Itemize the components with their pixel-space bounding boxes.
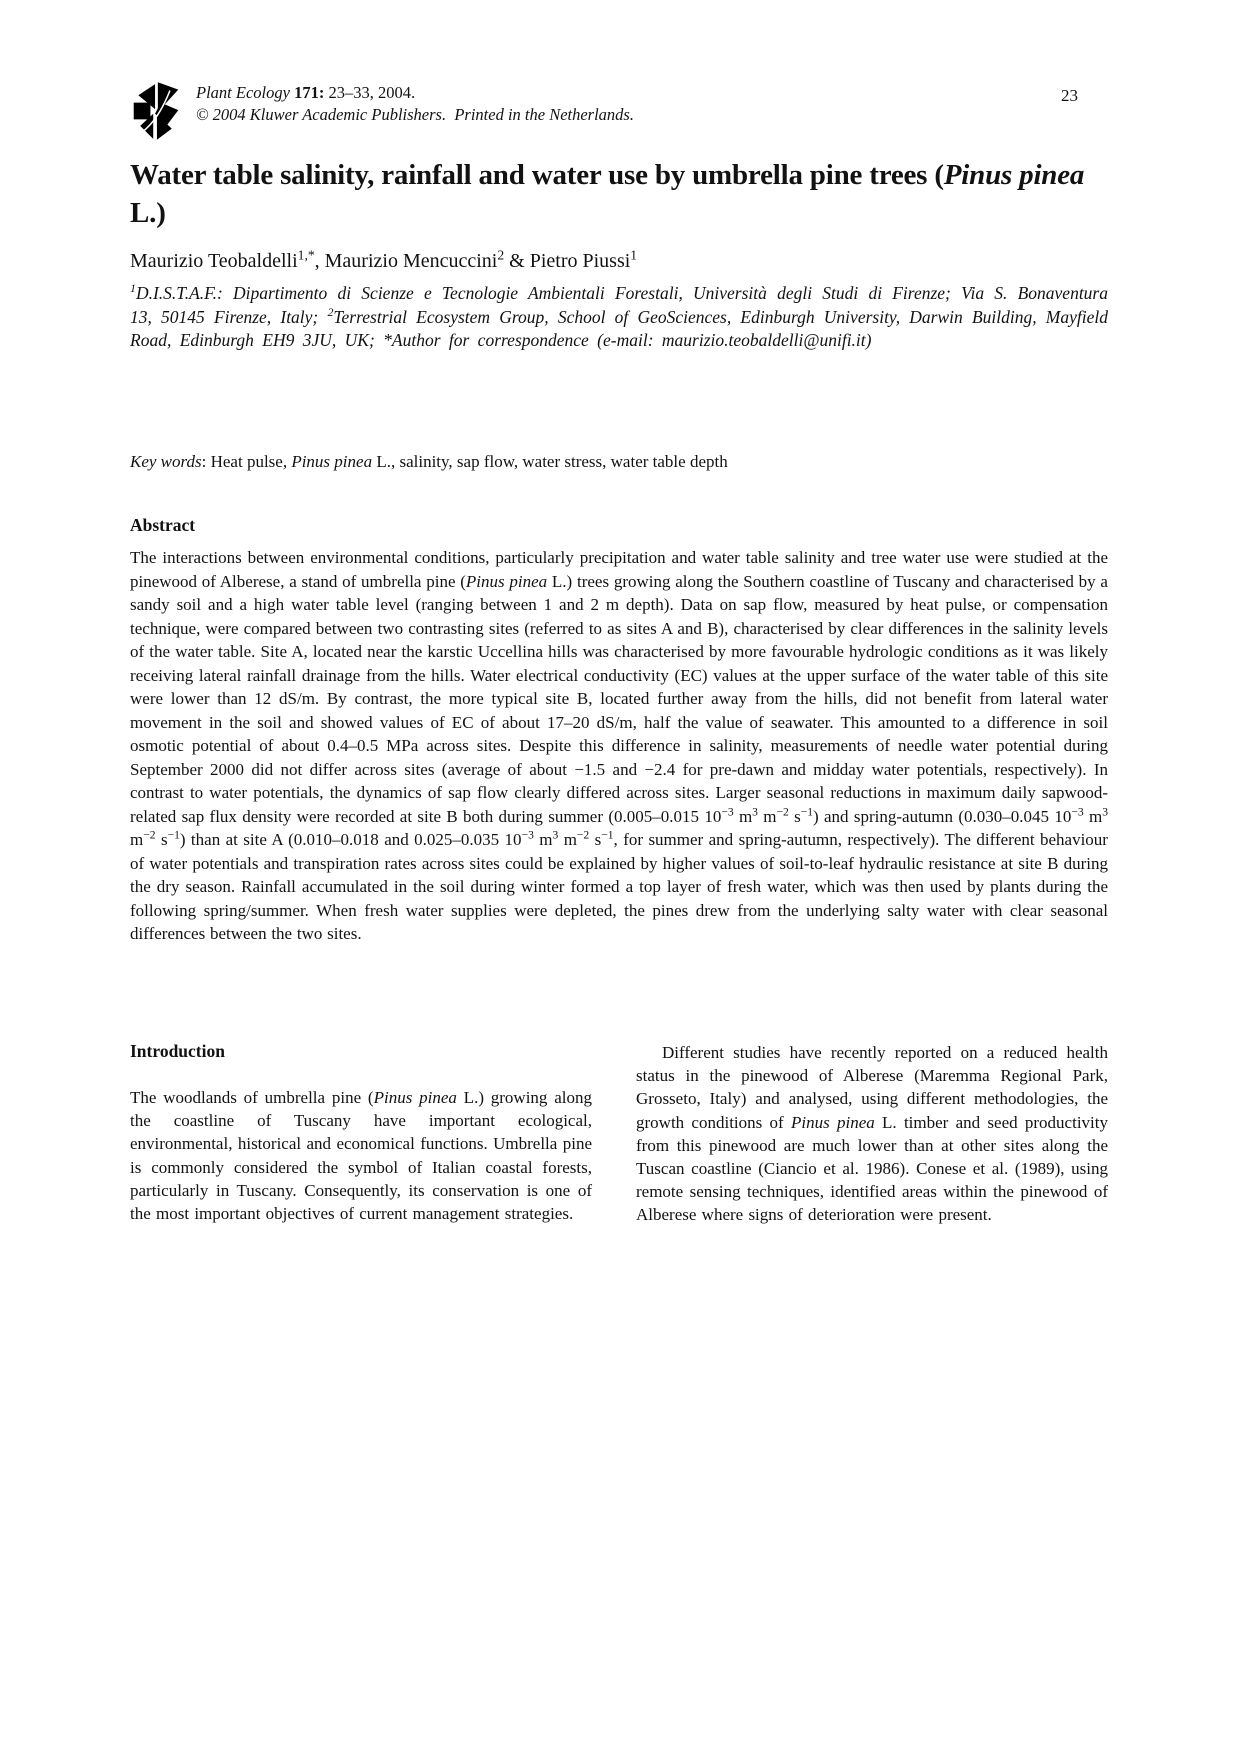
copyright-line: © 2004 Kluwer Academic Publishers. Printed in the Netherlands.: [196, 105, 634, 124]
page: [130, 78, 1108, 1755]
authors-line: Maurizio Teobaldelli$^{1,*}$, Maurizio Mencuccini$^2$ & Pietro Piussi$^1$: [130, 247, 638, 272]
right-column: [636, 1041, 1108, 1227]
paper-title: Water table salinity, rainfall and water use by umbrella pine trees (Pinus pinea L.): [130, 159, 1085, 229]
kluwer-publisher-logo-icon: [130, 80, 182, 142]
introduction-paragraph-left: The woodlands of umbrella pine (Pinus pinea L.) growing along the coastline of Tuscany have important ecological, environmental, historical and economical functions. Umbrella pine is commonly considered the symbol of Italian coastal forests, particularly in Tuscany. Consequently, its conservation is one of the most important objectives of current management strategies.: [130, 1088, 593, 1224]
journal-citation-line: Plant Ecology 171: 23–33, 2004.: [196, 83, 416, 102]
abstract-heading: Abstract: [130, 515, 196, 535]
journal-info: [196, 78, 634, 126]
abstract-text: The interactions between environmental conditions, particularly precipitation and water table salinity and tree water use were studied at the pinewood of Alberese, a stand of umbrella pine (Pinus pinea L.) trees growing along the Southern coastline of Tuscany and characterised by a sandy soil and a high water table level (ranging between 1 and 2 m depth). Data on sap flow, measured by heat pulse, or compensation technique, were compared between two contrasting sites (referred to as sites A and B), characterised by clear differences in the salinity levels of the water table. Site A, located near the karstic Uccellina hills was characterised by more favourable hydrologic conditions as it was likely receiving lateral rainfall drainage from the hills. Water electrical conductivity (EC) values at the upper surface of the water table of this site were lower than 12 dS/m. By contrast, the more typical site B, located further away from the hills, did not benefit from lateral water movement in the soil and showed values of EC of about 17–20 dS/m, half the value of seawater. This amounted to a difference in soil osmotic potential of about 0.4–0.5 MPa across sites. Despite this difference in salinity, measurements of needle water potential during September 2000 did not differ across sites (average of about −1.5 and −2.4 for pre-dawn and midday water potentials, respectively). In contrast to water potentials, the dynamics of sap flow clearly differed across sites. Larger seasonal reductions in maximum daily sapwood-related sap flux density were recorded at site B both during summer (0.005–0.015 $10^{-3}$ $m^3$ $m^{-2}$ $s^{-1}$) and spring-autumn (0.030–0.045 $10^{-3}$ $m^3$ $m^{-2}$ $s^{-1}$) than at site A (0.010–0.018 and 0.025–0.035 $10^{-3}$ $m^3$ $m^{-2}$ $s^{-1}$, for summer and spring-autumn, respectively). The different behaviour of water potentials and transpiration rates across sites could be explained by higher values of soil-to-leaf hydraulic resistance at site B during the dry season. Rainfall accumulated in the soil during winter formed a top layer of fresh water, which was then used by plants during the following spring/summer. When fresh water supplies were depleted, the pines drew from the underlying salty water with clear seasonal differences between the two sites.: [130, 548, 1108, 943]
affiliations: $^1$D.I.S.T.A.F.: Dipartimento di Scienze e Tecnologie Ambientali Forestali, Università degli Studi di Firenze; Via S. Bonaventura 13, 50145 Firenze, Italy; $^2$Terrestrial Ecosystem Group, School of GeoSciences, Edinburgh University, Darwin Building, Mayfield Road, Edinburgh EH9 3JU, UK; *Author for correspondence (e-mail: maurizio.teobaldelli@unifi.it): [130, 281, 1108, 350]
page-number: 23: [1061, 86, 1078, 105]
introduction-paragraph-right: Different studies have recently reported on a reduced health status in the pinewood of Alberese (Maremma Regional Park, Grosseto, Italy) and analysed, using different methodologies, the growth conditions of Pinus pinea L. timber and seed productivity from this pinewood are much lower than at other sites along the Tuscan coastline (Ciancio et al. 1986). Conese et al. (1989), using remote sensing techniques, identified areas within the pinewood of Alberese where signs of deterioration were present.: [636, 1043, 1108, 1225]
introduction-heading: Introduction: [130, 1041, 225, 1061]
left-column: [130, 1041, 592, 1227]
journal-header: [130, 78, 1108, 142]
keywords-line: Key words: Heat pulse, Pinus pinea L., salinity, sap flow, water stress, water table depth: [130, 452, 728, 471]
introduction-section: [130, 1041, 1108, 1227]
